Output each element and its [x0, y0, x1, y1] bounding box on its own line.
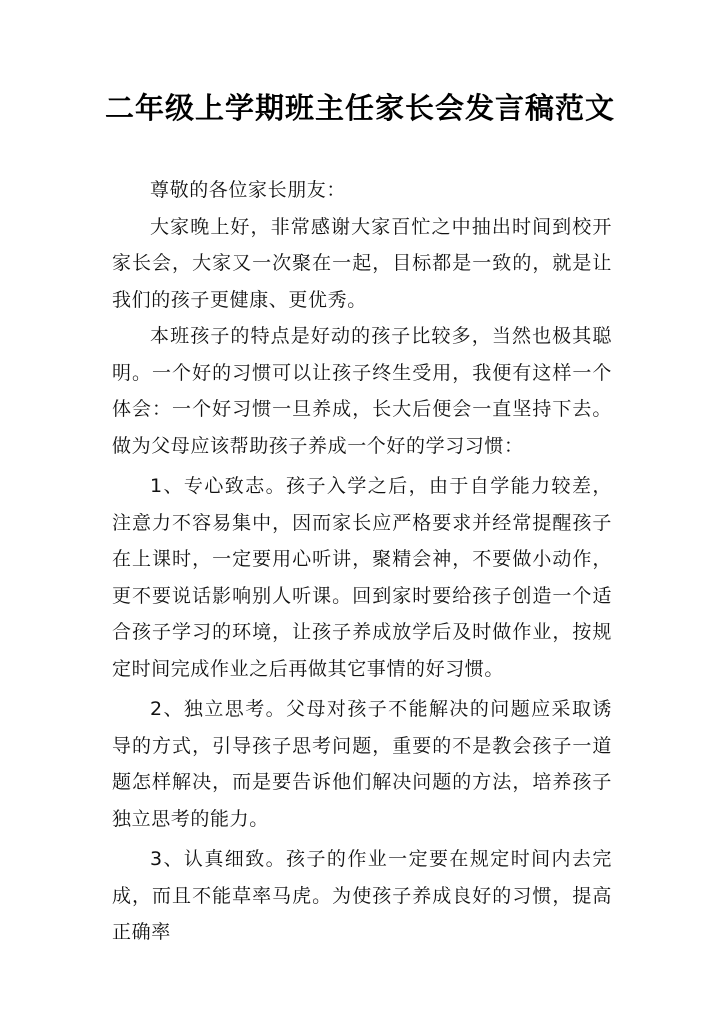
paragraph-point-2: 2、独立思考。父母对孩子不能解决的问题应采取诱导的方式，引导孩子思考问题，重要的不是教会孩子一道题怎样解决，而是要告诉他们解决问题的方法，培养孩子独立思考的能力。 — [112, 698, 612, 830]
document-title: 二年级上学期班主任家长会发言稿范文 — [104, 91, 615, 125]
paragraph-point-3: 3、认真细致。孩子的作业一定要在规定时间内去完成，而且不能草率马虎。为使孩子养成良好的习惯，提高正确率 — [112, 848, 612, 943]
document-body — [112, 172, 612, 951]
paragraph-point-1: 1、专心致志。孩子入学之后，由于自学能力较差，注意力不容易集中，因而家长应严格要求并经常提醒孩子在上课时，一定要用心听讲，聚精会神，不要做小动作，更不要说话影响别人听课。回到家时要给孩子创造一个适合孩子学习的环境，让孩子养成放学后及时做作业，按规定时间完成作业之后再做其它事情的好习惯。 — [112, 475, 612, 680]
paragraph-greeting: 大家晚上好，非常感谢大家百忙之中抽出时间到校开家长会，大家又一次聚在一起，目标都是一致的，就是让我们的孩子更健康、更优秀。 — [112, 215, 612, 311]
salutation: 尊敬的各位家长朋友： — [150, 179, 347, 201]
paragraph-class-traits: 本班孩子的特点是好动的孩子比较多，当然也极其聪明。一个好的习惯可以让孩子终生受用，我便有这样一个体会：一个好习惯一旦养成，长大后便会一直坚持下去。做为父母应该帮助孩子养成一个好的学习习惯： — [112, 325, 612, 457]
